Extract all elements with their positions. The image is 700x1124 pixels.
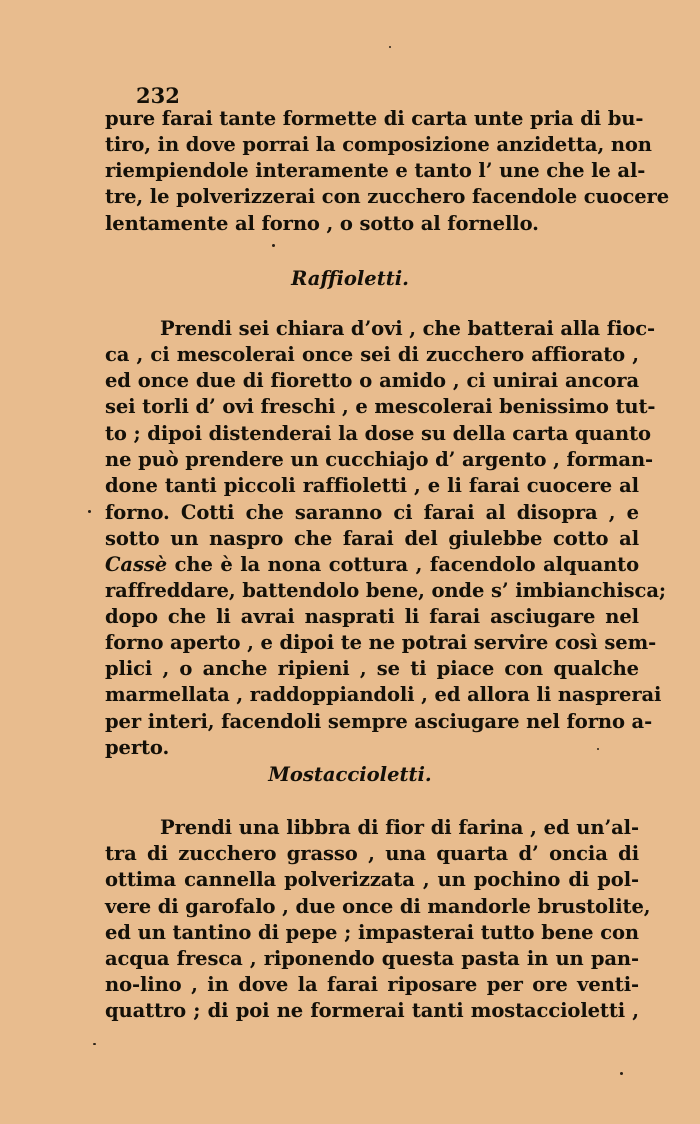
text-line: plici , o anche ripieni , se ti piace con qualche bbox=[105, 657, 639, 680]
text-line: to ; dipoi distenderai la dose su della carta quanto bbox=[105, 422, 651, 445]
text-line: per interi, facendoli sempre asciugare nel forno a- bbox=[105, 710, 653, 733]
text-line: Prendi sei chiara d’ovi , che batterai alla fioc- bbox=[160, 317, 656, 340]
text-line: ne può prendere un cucchiajo d’ argento , forman- bbox=[105, 448, 654, 471]
page-number: 232 bbox=[136, 83, 180, 108]
print-speck bbox=[272, 244, 275, 247]
print-speck bbox=[88, 510, 91, 513]
text-line: ed un tantino di pepe ; impasterai tutto bene con bbox=[105, 921, 639, 944]
text-line: tre, le polverizzerai con zucchero facendole cuocere bbox=[105, 185, 670, 208]
text-line: quattro ; di poi ne formerai tanti mostaccioletti , bbox=[105, 999, 639, 1022]
text-line: acqua fresca , riponendo questa pasta in un pan- bbox=[105, 947, 639, 970]
text-line: pure farai tante formette di carta unte pria di bu- bbox=[105, 107, 644, 130]
text-line: perto. bbox=[105, 736, 170, 759]
text-line: sei torli d’ ovi freschi , e mescolerai benissimo tut- bbox=[105, 395, 656, 418]
text-line: raffreddare, battendolo bene, onde s’ imbianchisca; bbox=[105, 579, 666, 602]
section-heading-mostaccioletti: Mostaccioletti. bbox=[268, 763, 432, 786]
text-line: tiro, in dove porrai la composizione anzidetta, non bbox=[105, 133, 652, 156]
text-line: ca , ci mescolerai once sei di zucchero affiorato , bbox=[105, 343, 639, 366]
text-line: done tanti piccoli raffioletti , e li farai cuocere al bbox=[105, 474, 639, 497]
text-line: sotto un naspro che farai del giulebbe cotto al bbox=[105, 527, 639, 550]
text-line: marmellata , raddoppiandoli , ed allora li nasprerai bbox=[105, 683, 662, 706]
text-line: ottima cannella polverizzata , un pochino di pol- bbox=[105, 868, 639, 891]
text-line: forno. Cotti che saranno ci farai al disopra , e bbox=[105, 501, 639, 524]
text-line: dopo che li avrai nasprati li farai asciugare nel bbox=[105, 605, 639, 628]
print-speck bbox=[93, 1043, 96, 1045]
section-heading-raffioletti: Raffioletti. bbox=[291, 267, 409, 290]
text-line: ed once due di fioretto o amido , ci unirai ancora bbox=[105, 369, 639, 392]
text-line: tra di zucchero grasso , una quarta d’ oncia di bbox=[105, 842, 639, 865]
print-speck bbox=[620, 1072, 623, 1075]
print-speck bbox=[597, 748, 599, 750]
text-line: vere di garofalo , due once di mandorle brustolite, bbox=[105, 895, 651, 918]
text-line: Cassè che è la nona cottura , facendolo alquanto bbox=[105, 553, 639, 576]
text-line: riempiendole interamente e tanto l’ une che le al- bbox=[105, 159, 646, 182]
text-line: no-lino , in dove la farai riposare per ore venti- bbox=[105, 973, 639, 996]
text-line: Prendi una libbra di fior di farina , ed un’al- bbox=[160, 816, 639, 839]
text-line: lentamente al forno , o sotto al fornello. bbox=[105, 212, 539, 235]
text-line: forno aperto , e dipoi te ne potrai servire così sem- bbox=[105, 631, 657, 654]
print-speck bbox=[389, 46, 391, 48]
